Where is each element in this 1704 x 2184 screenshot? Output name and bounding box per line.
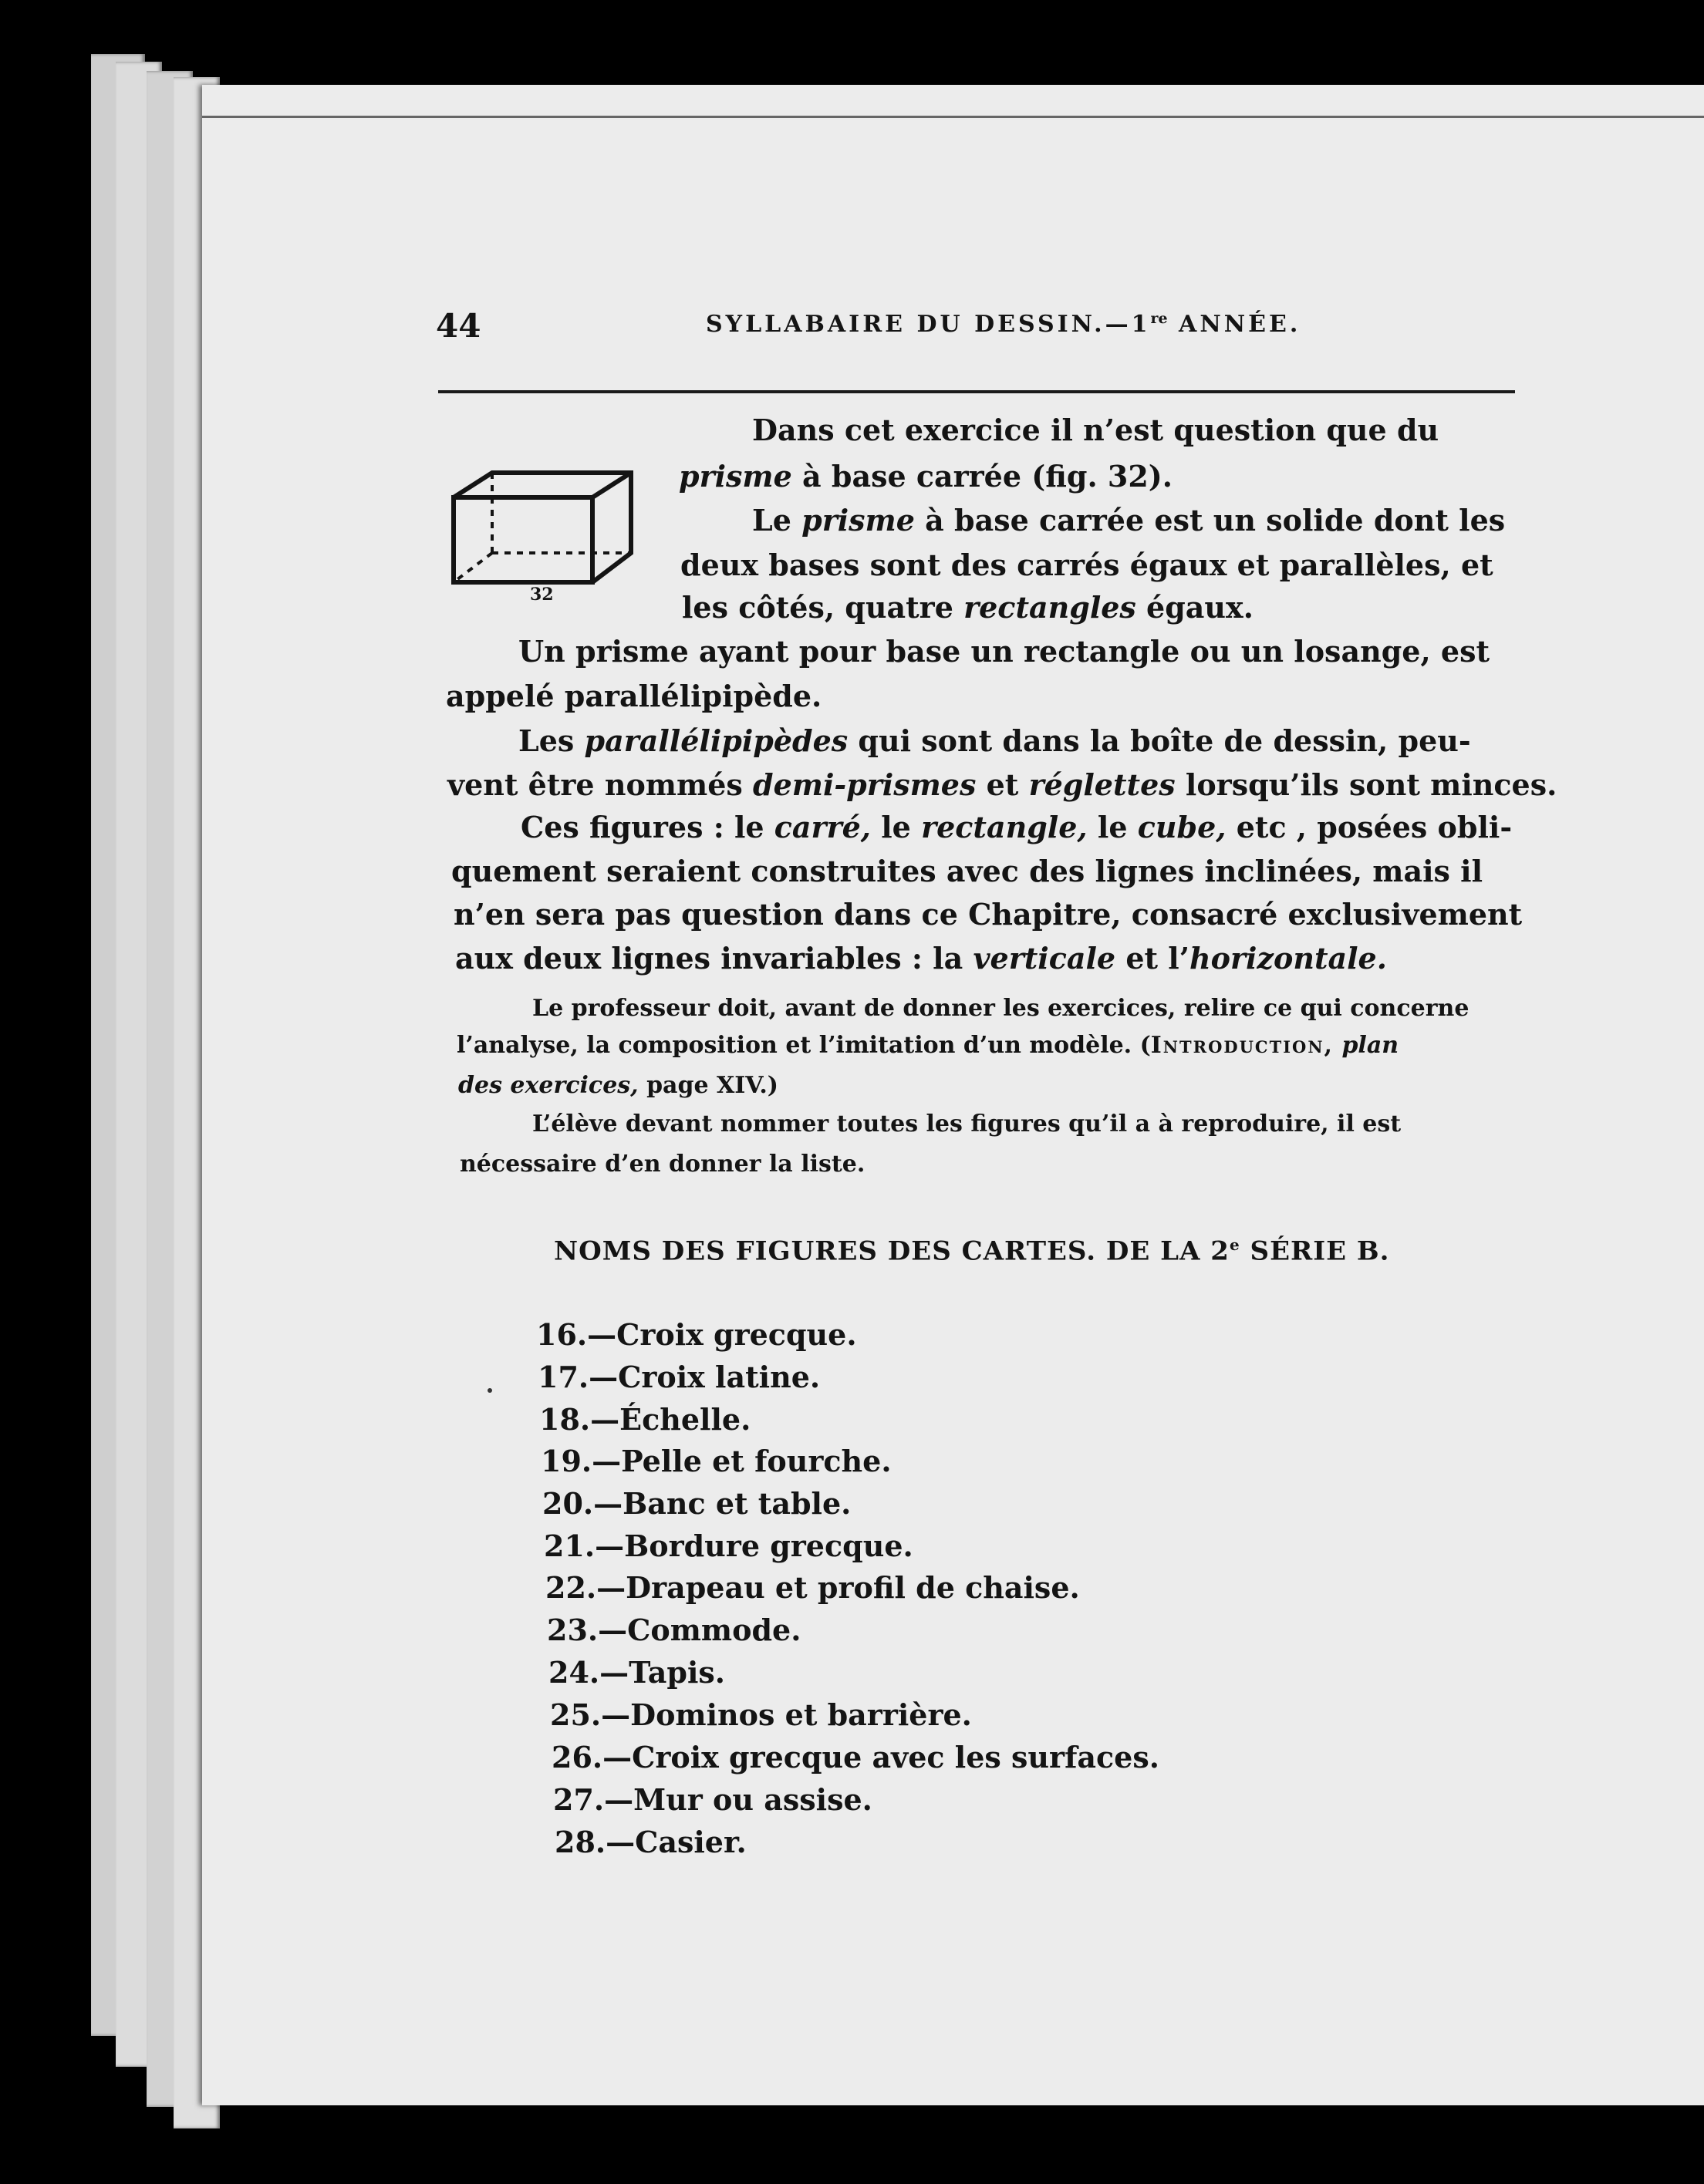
paragraph-line: Le prisme à base carrée est un solide dont les	[752, 503, 1506, 538]
note-line: l’analyse, la composition et l’imitation d’un modèle. (Introduction, plan	[457, 1032, 1399, 1059]
page-number: 44	[436, 307, 481, 345]
note-line: Le professeur doit, avant de donner les exercices, relire ce qui concerne	[532, 995, 1469, 1022]
list-item: 28.—Casier.	[555, 1825, 747, 1859]
paragraph-line: aux deux lignes invariables : la verticale et l’horizontale.	[455, 941, 1387, 976]
list-item: 19.—Pelle et fourche.	[541, 1444, 892, 1478]
paragraph-line: deux bases sont des carrés égaux et parallèles, et	[680, 548, 1493, 582]
list-item: 20.—Banc et table.	[542, 1486, 852, 1521]
list-item: 17.—Croix latine.	[538, 1360, 821, 1394]
paragraph-line: Un prisme ayant pour base un rectangle ou un losange, est	[518, 634, 1490, 669]
list-item: 25.—Dominos et barrière.	[550, 1697, 972, 1732]
book-page	[202, 85, 1704, 2105]
paragraph-line: appelé parallélipipède.	[446, 679, 822, 713]
paragraph-line: vent être nommés demi-prismes et réglettes lorsqu’ils sont minces.	[447, 767, 1557, 802]
running-title: SYLLABAIRE DU DESSIN.—1re ANNÉE.	[706, 310, 1301, 338]
paragraph-line: quement seraient construites avec des lignes inclinées, mais il	[451, 854, 1483, 888]
page-top-rule	[202, 116, 1704, 118]
list-item: 22.—Drapeau et profil de chaise.	[545, 1570, 1080, 1605]
section-title: NOMS DES FIGURES DES CARTES. DE LA 2e SÉRIE B.	[554, 1235, 1390, 1267]
paragraph-line: Ces figures : le carré, le rectangle, le cube, etc , posées obli-	[521, 810, 1513, 844]
list-item: 18.—Échelle.	[539, 1402, 751, 1437]
note-line: nécessaire d’en donner la liste.	[460, 1151, 865, 1178]
note-line: des exercices, page XIV.)	[458, 1072, 778, 1099]
figure-label: 32	[530, 585, 554, 605]
paragraph-line: Dans cet exercice il n’est question que du	[752, 413, 1439, 447]
list-item: 23.—Commode.	[547, 1613, 801, 1647]
list-item: 24.—Tapis.	[548, 1655, 726, 1690]
list-item: 27.—Mur ou assise.	[553, 1782, 872, 1817]
note-line: L’élève devant nommer toutes les figures qu’il a à reproduire, il est	[532, 1111, 1402, 1138]
list-item: 21.—Bordure grecque.	[544, 1528, 913, 1563]
list-item: 26.—Croix grecque avec les surfaces.	[552, 1740, 1159, 1775]
prism-figure	[446, 467, 639, 590]
paragraph-line: n’en sera pas question dans ce Chapitre, consacré exclusivement	[454, 897, 1523, 932]
list-item: 16.—Croix grecque.	[536, 1317, 857, 1352]
stray-mark	[488, 1388, 492, 1393]
paragraph-line: les côtés, quatre rectangles égaux.	[682, 590, 1254, 625]
header-rule	[438, 390, 1515, 393]
paragraph-line: prisme à base carrée (fig. 32).	[679, 459, 1173, 494]
paragraph-line: Les parallélipipèdes qui sont dans la boîte de dessin, peu-	[518, 723, 1471, 758]
